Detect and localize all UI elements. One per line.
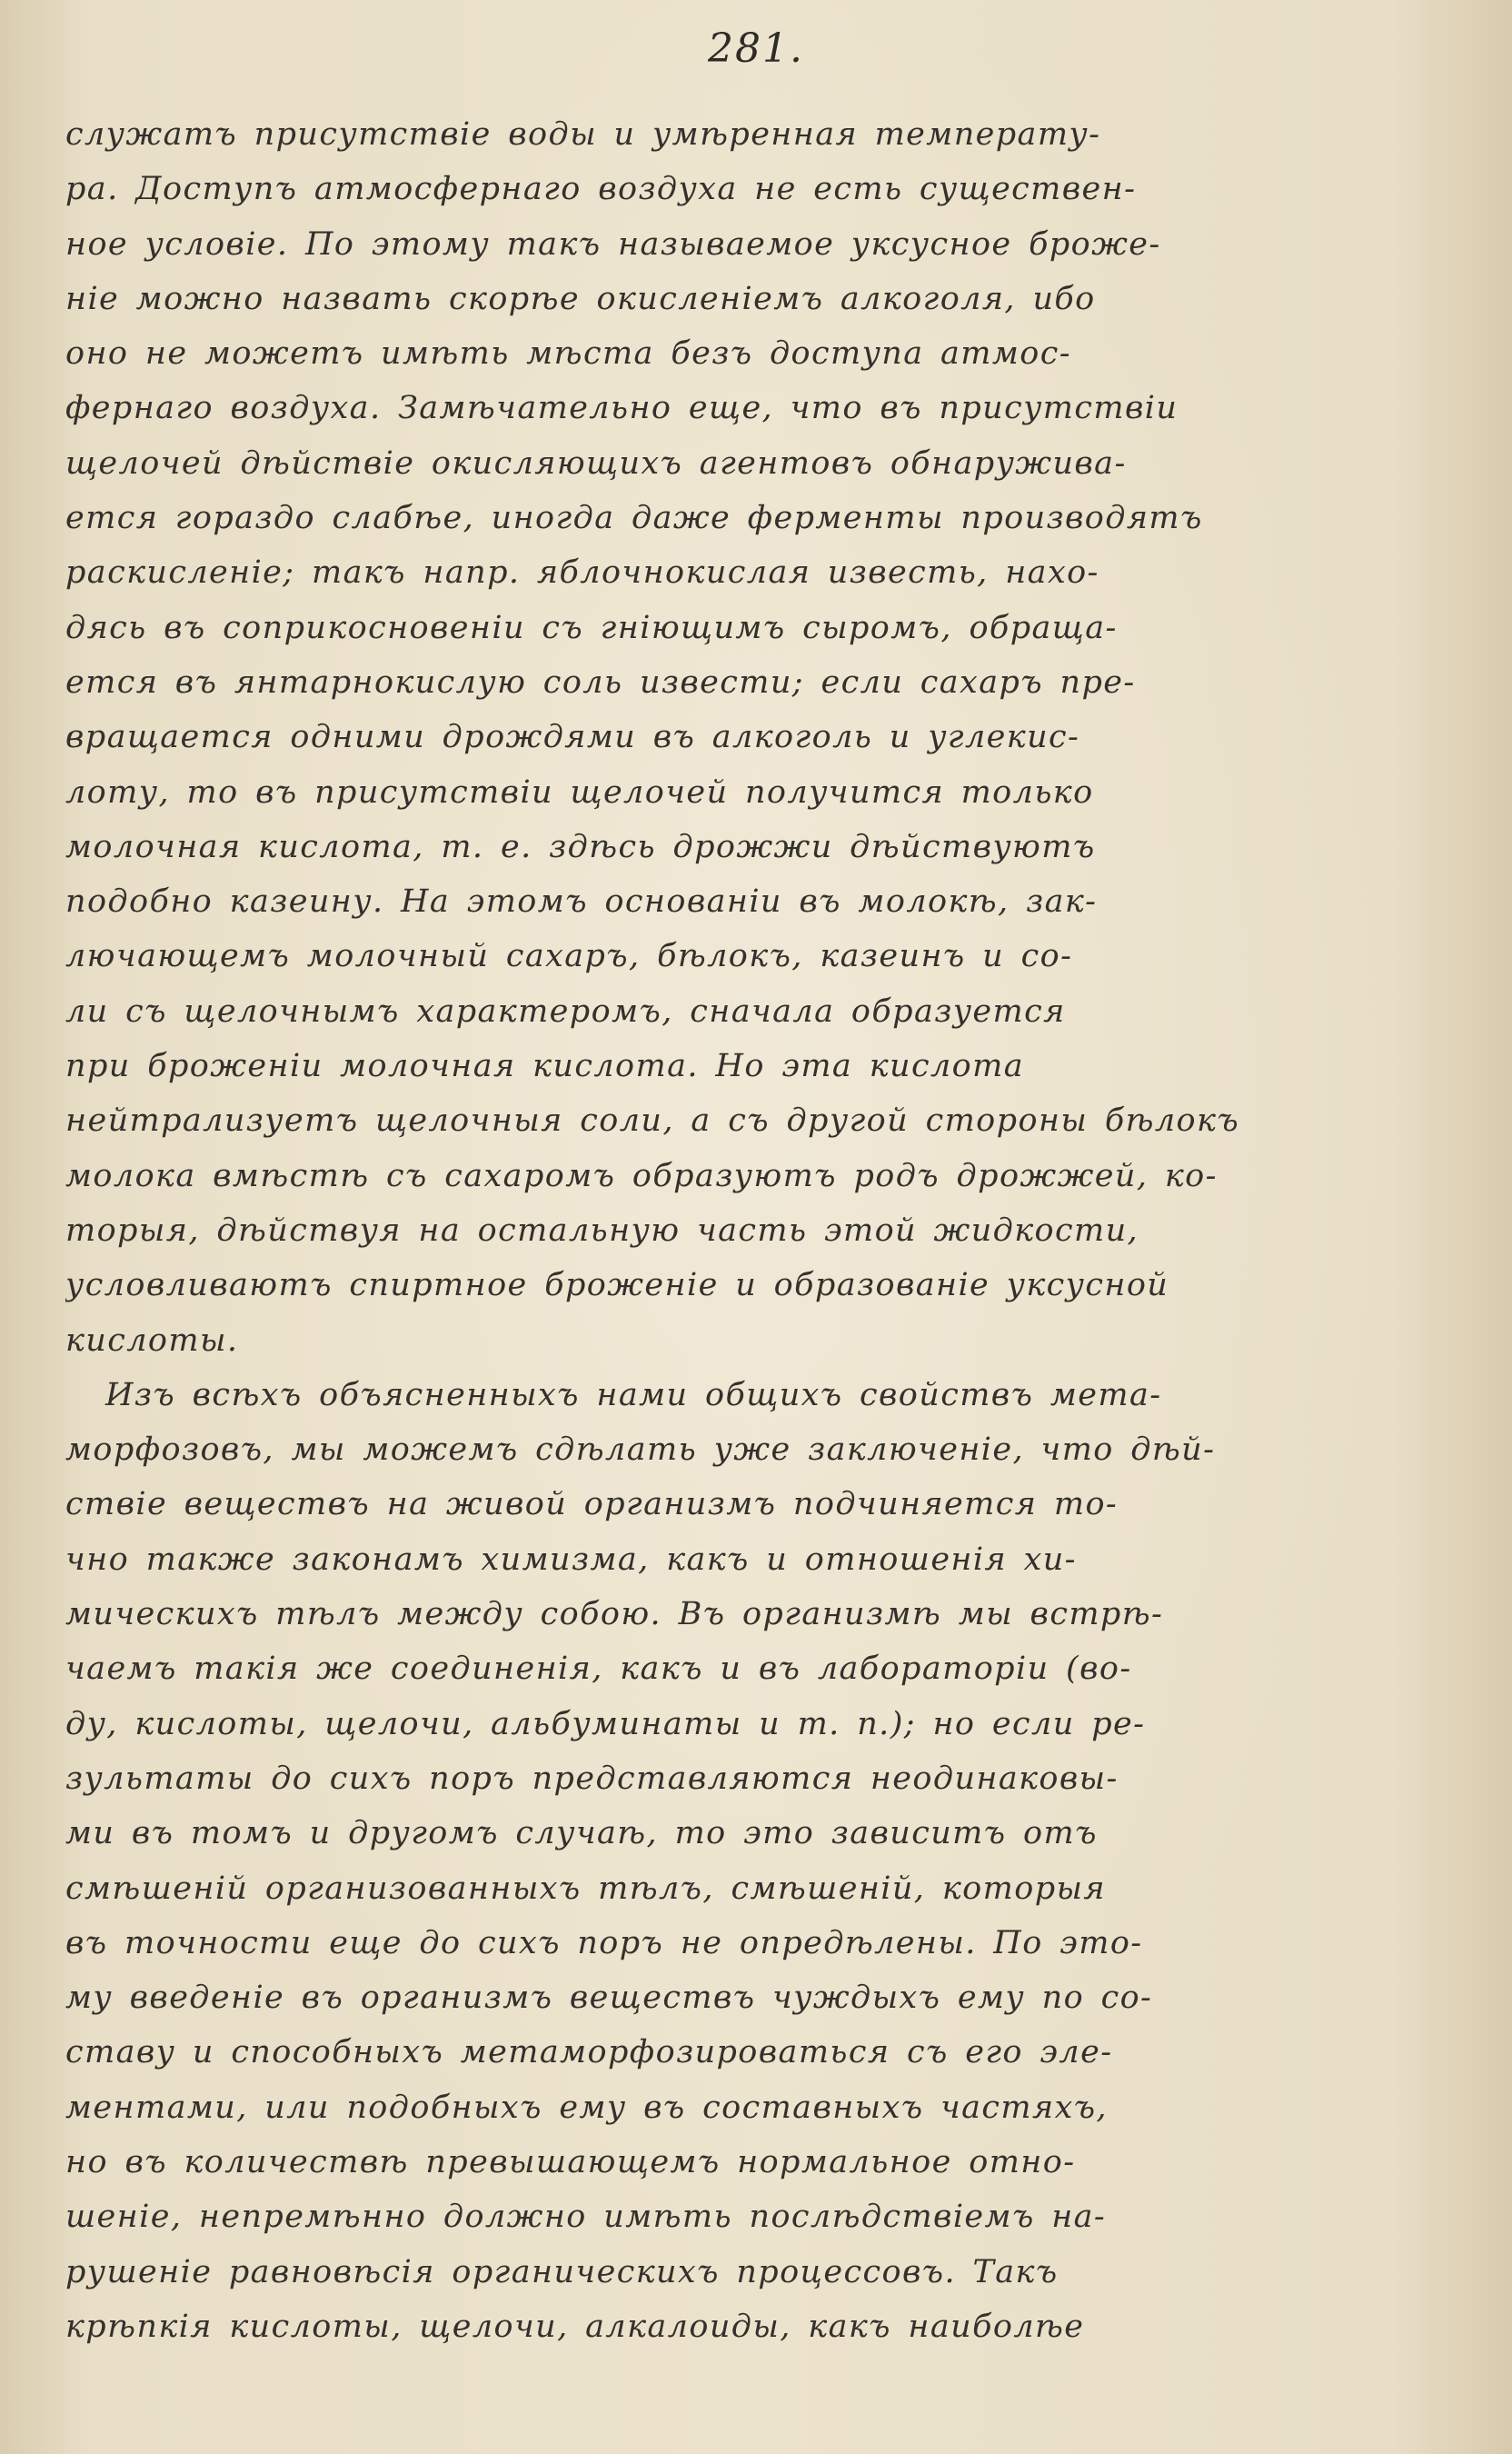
text-line: дясь въ соприкосновеніи съ гніющимъ сыромъ, обраща-: [65, 609, 1118, 646]
page-number: 281.: [708, 25, 804, 72]
text-line: молочная кислота, т. е. здѣсь дрожжи дѣйствуютъ: [65, 828, 1096, 865]
text-line: му введеніе въ организмъ веществъ чуждыхъ ему по со-: [65, 1980, 1153, 2017]
text-line: оно не можетъ имѣть мѣста безъ доступа атмос-: [65, 335, 1072, 373]
text-line: ставу и способныхъ метаморфозироваться съ его эле-: [65, 2034, 1113, 2071]
text-line: ментами, или подобныхъ ему въ составныхъ частяхъ,: [65, 2089, 1108, 2126]
text-line: лючающемъ молочный сахаръ, бѣлокъ, казеинъ и со-: [65, 938, 1073, 975]
text-line: ми въ томъ и другомъ случаѣ, то это зависитъ отъ: [65, 1815, 1098, 1852]
text-line: щелочей дѣйствіе окисляющихъ агентовъ обнаружива-: [65, 444, 1127, 482]
text-line: чаемъ такія же соединенія, какъ и въ лабораторіи (во-: [65, 1651, 1132, 1688]
text-line: зультаты до сихъ поръ представляются неодинаковы-: [65, 1760, 1119, 1797]
text-line: мическихъ тѣлъ между собою. Въ организмѣ мы встрѣ-: [65, 1596, 1164, 1633]
text-line: ду, кислоты, щелочи, альбуминаты и т. п.); но если ре-: [65, 1705, 1146, 1742]
handwritten-text-block: [65, 107, 1428, 2354]
text-line: вращается одними дрождями въ алкоголь и углекис-: [65, 719, 1080, 756]
text-line: смѣшеній организованныхъ тѣлъ, смѣшеній, которыя: [65, 1870, 1106, 1907]
text-line: морфозовъ, мы можемъ сдѣлать уже заключеніе, что дѣй-: [65, 1432, 1216, 1469]
text-line: ніе можно назвать скорѣе окисленіемъ алкоголя, ибо: [65, 280, 1096, 317]
text-line: ра. Доступъ атмосфернаго воздуха не есть существен-: [65, 171, 1137, 208]
text-line: нейтрализуетъ щелочныя соли, а съ другой стороны бѣлокъ: [65, 1102, 1240, 1140]
text-line: кислоты.: [65, 1322, 239, 1359]
text-line: фернаго воздуха. Замѣчательно еще, что въ присутствіи: [65, 390, 1179, 427]
text-line: ное условіе. По этому такъ называемое уксусное броже-: [65, 225, 1161, 263]
text-line: лоту, то въ присутствіи щелочей получится только: [65, 773, 1094, 811]
text-line: торыя, дѣйствуя на остальную часть этой жидкости,: [65, 1212, 1139, 1249]
text-line: служатъ присутствіе воды и умѣренная температу-: [65, 116, 1101, 153]
text-line: въ точности еще до сихъ поръ не опредѣлены. По это-: [65, 1924, 1143, 1961]
text-line: ствіе веществъ на живой организмъ подчиняется то-: [65, 1486, 1119, 1523]
text-line: но въ количествѣ превышающемъ нормальное отно-: [65, 2143, 1076, 2180]
text-line: чно также законамъ химизма, какъ и отношенія хи-: [65, 1541, 1077, 1578]
text-line: крѣпкія кислоты, щелочи, алкалоиды, какъ наиболѣе: [65, 2308, 1085, 2345]
text-line: молока вмѣстѣ съ сахаромъ образуютъ родъ дрожжей, ко-: [65, 1157, 1218, 1194]
text-line: раскисленіе; такъ напр. яблочнокислая известь, нахо-: [65, 554, 1099, 592]
text-line: ли съ щелочнымъ характеромъ, сначала образуется: [65, 993, 1066, 1030]
text-line: Изъ всѣхъ объясненныхъ нами общихъ свойствъ мета-: [105, 1376, 1162, 1413]
text-line: рушеніе равновѣсія органическихъ процессовъ. Такъ: [65, 2253, 1059, 2290]
text-line: ется въ янтарнокислую соль извести; если сахаръ пре-: [65, 663, 1136, 701]
text-line: условливаютъ спиртное броженіе и образованіе уксусной: [65, 1267, 1169, 1304]
text-line: шеніе, непремѣнно должно имѣть послѣдствіемъ на-: [65, 2199, 1107, 2236]
text-line: подобно казеину. На этомъ основаніи въ молокѣ, зак-: [65, 883, 1098, 921]
text-line: ется гораздо слабѣе, иногда даже ферменты производятъ: [65, 500, 1203, 537]
text-line: при броженіи молочная кислота. Но эта кислота: [65, 1048, 1024, 1085]
